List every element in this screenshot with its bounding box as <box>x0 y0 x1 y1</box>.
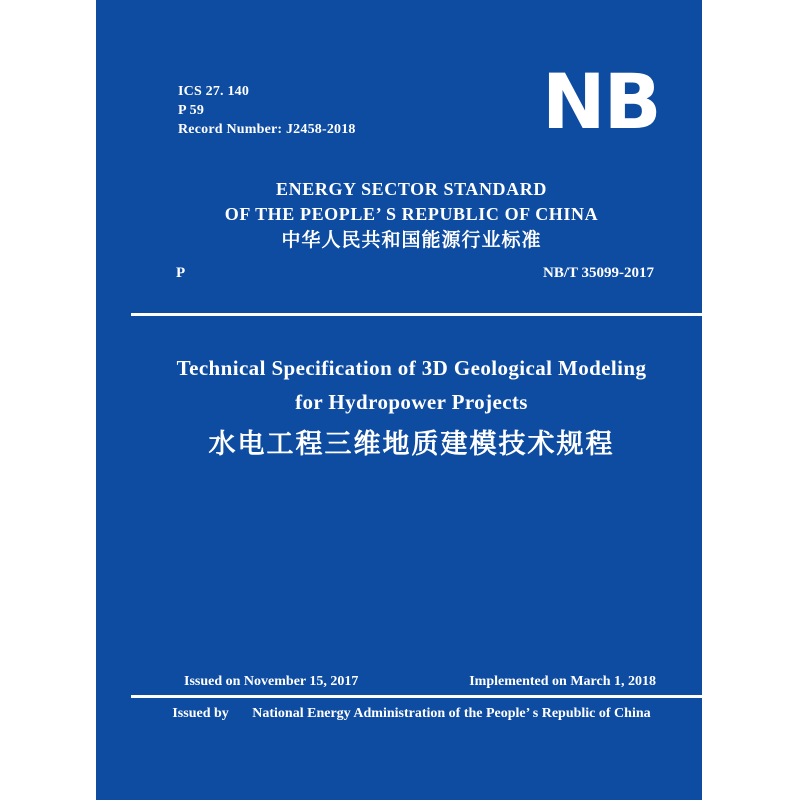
issued-by-row <box>131 704 692 723</box>
top-divider-line <box>131 313 702 316</box>
title-block <box>131 351 692 460</box>
implemented-on-date: Implemented on March 1, 2018 <box>469 674 656 689</box>
standard-heading-en-line2: OF THE PEOPLE’ S REPUBLIC OF CHINA <box>224 204 599 224</box>
classification-mark: P <box>176 265 186 281</box>
title-zh: 水电工程三维地质建模技术规程 <box>208 429 615 459</box>
ics-block <box>178 82 356 139</box>
standard-number: NB/T 35099-2017 <box>543 265 654 281</box>
standard-heading-en-line1: ENERGY SECTOR STANDARD <box>276 179 547 199</box>
cover-page <box>96 0 702 800</box>
issued-by-value: National Energy Administration of the People’ s Republic of China <box>252 706 651 721</box>
issued-by-label: Issued by <box>172 706 229 721</box>
classification-code: P 59 <box>178 103 205 118</box>
bottom-divider-line <box>131 695 702 698</box>
standard-heading-zh: 中华人民共和国能源行业标准 <box>281 230 542 251</box>
standard-heading <box>131 177 692 253</box>
ics-code: ICS 27. 140 <box>178 84 250 99</box>
issued-on-date: Issued on November 15, 2017 <box>184 674 359 689</box>
record-number: Record Number: J2458-2018 <box>178 122 356 137</box>
designation-row <box>176 263 654 283</box>
title-en-line1: Technical Specification of 3D Geological Modeling <box>176 356 647 380</box>
issue-dates-row <box>184 672 656 691</box>
nb-logo: NB <box>542 57 660 146</box>
title-en-line2: for Hydropower Projects <box>295 390 528 414</box>
